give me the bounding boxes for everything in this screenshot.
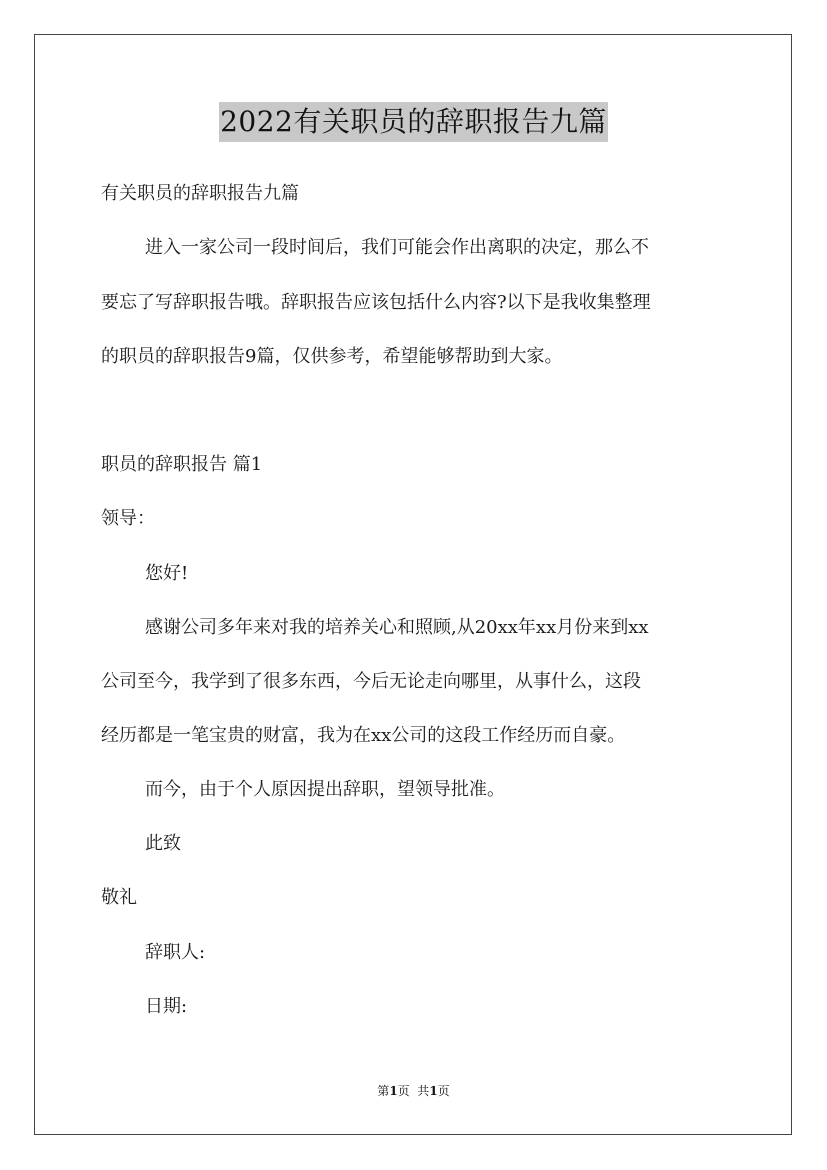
footer-page-number: 1	[389, 1084, 398, 1098]
greeting: 您好!	[145, 563, 189, 584]
closing-line-2: 敬礼	[101, 887, 137, 908]
signer-label: 辞职人:	[145, 942, 206, 963]
body-line-1: 感谢公司多年来对我的培养关心和照顾,从20xx年xx月份来到xx	[145, 617, 649, 638]
document-subtitle: 有关职员的辞职报告九篇	[101, 183, 299, 204]
intro-line-1: 进入一家公司一段时间后，我们可能会作出离职的决定，那么不	[145, 237, 649, 258]
date-label: 日期:	[145, 996, 188, 1017]
section-heading: 职员的辞职报告 篇1	[101, 454, 263, 475]
intro-line-2: 要忘了写辞职报告哦。辞职报告应该包括什么内容?以下是我收集整理	[101, 292, 651, 313]
body-line-2: 公司至今，我学到了很多东西，今后无论走向哪里，从事什么，这段	[101, 671, 641, 692]
footer-page-total: 1	[429, 1084, 438, 1098]
footer-page-prefix: 第	[377, 1084, 390, 1098]
footer-page-mid: 页 共	[397, 1084, 430, 1098]
page-footer	[0, 1083, 827, 1099]
request-line: 而今，由于个人原因提出辞职，望领导批准。	[145, 779, 505, 800]
salutation: 领导：	[101, 508, 155, 529]
body-line-3: 经历都是一笔宝贵的财富，我为在xx公司的这段工作经历而自豪。	[101, 725, 626, 746]
closing-line-1: 此致	[145, 833, 181, 854]
title-container	[0, 102, 827, 142]
intro-line-3: 的职员的辞职报告9篇，仅供参考，希望能够帮助到大家。	[101, 346, 563, 367]
footer-page-suffix: 页	[437, 1084, 450, 1098]
document-title: 2022有关职员的辞职报告九篇	[219, 102, 608, 142]
